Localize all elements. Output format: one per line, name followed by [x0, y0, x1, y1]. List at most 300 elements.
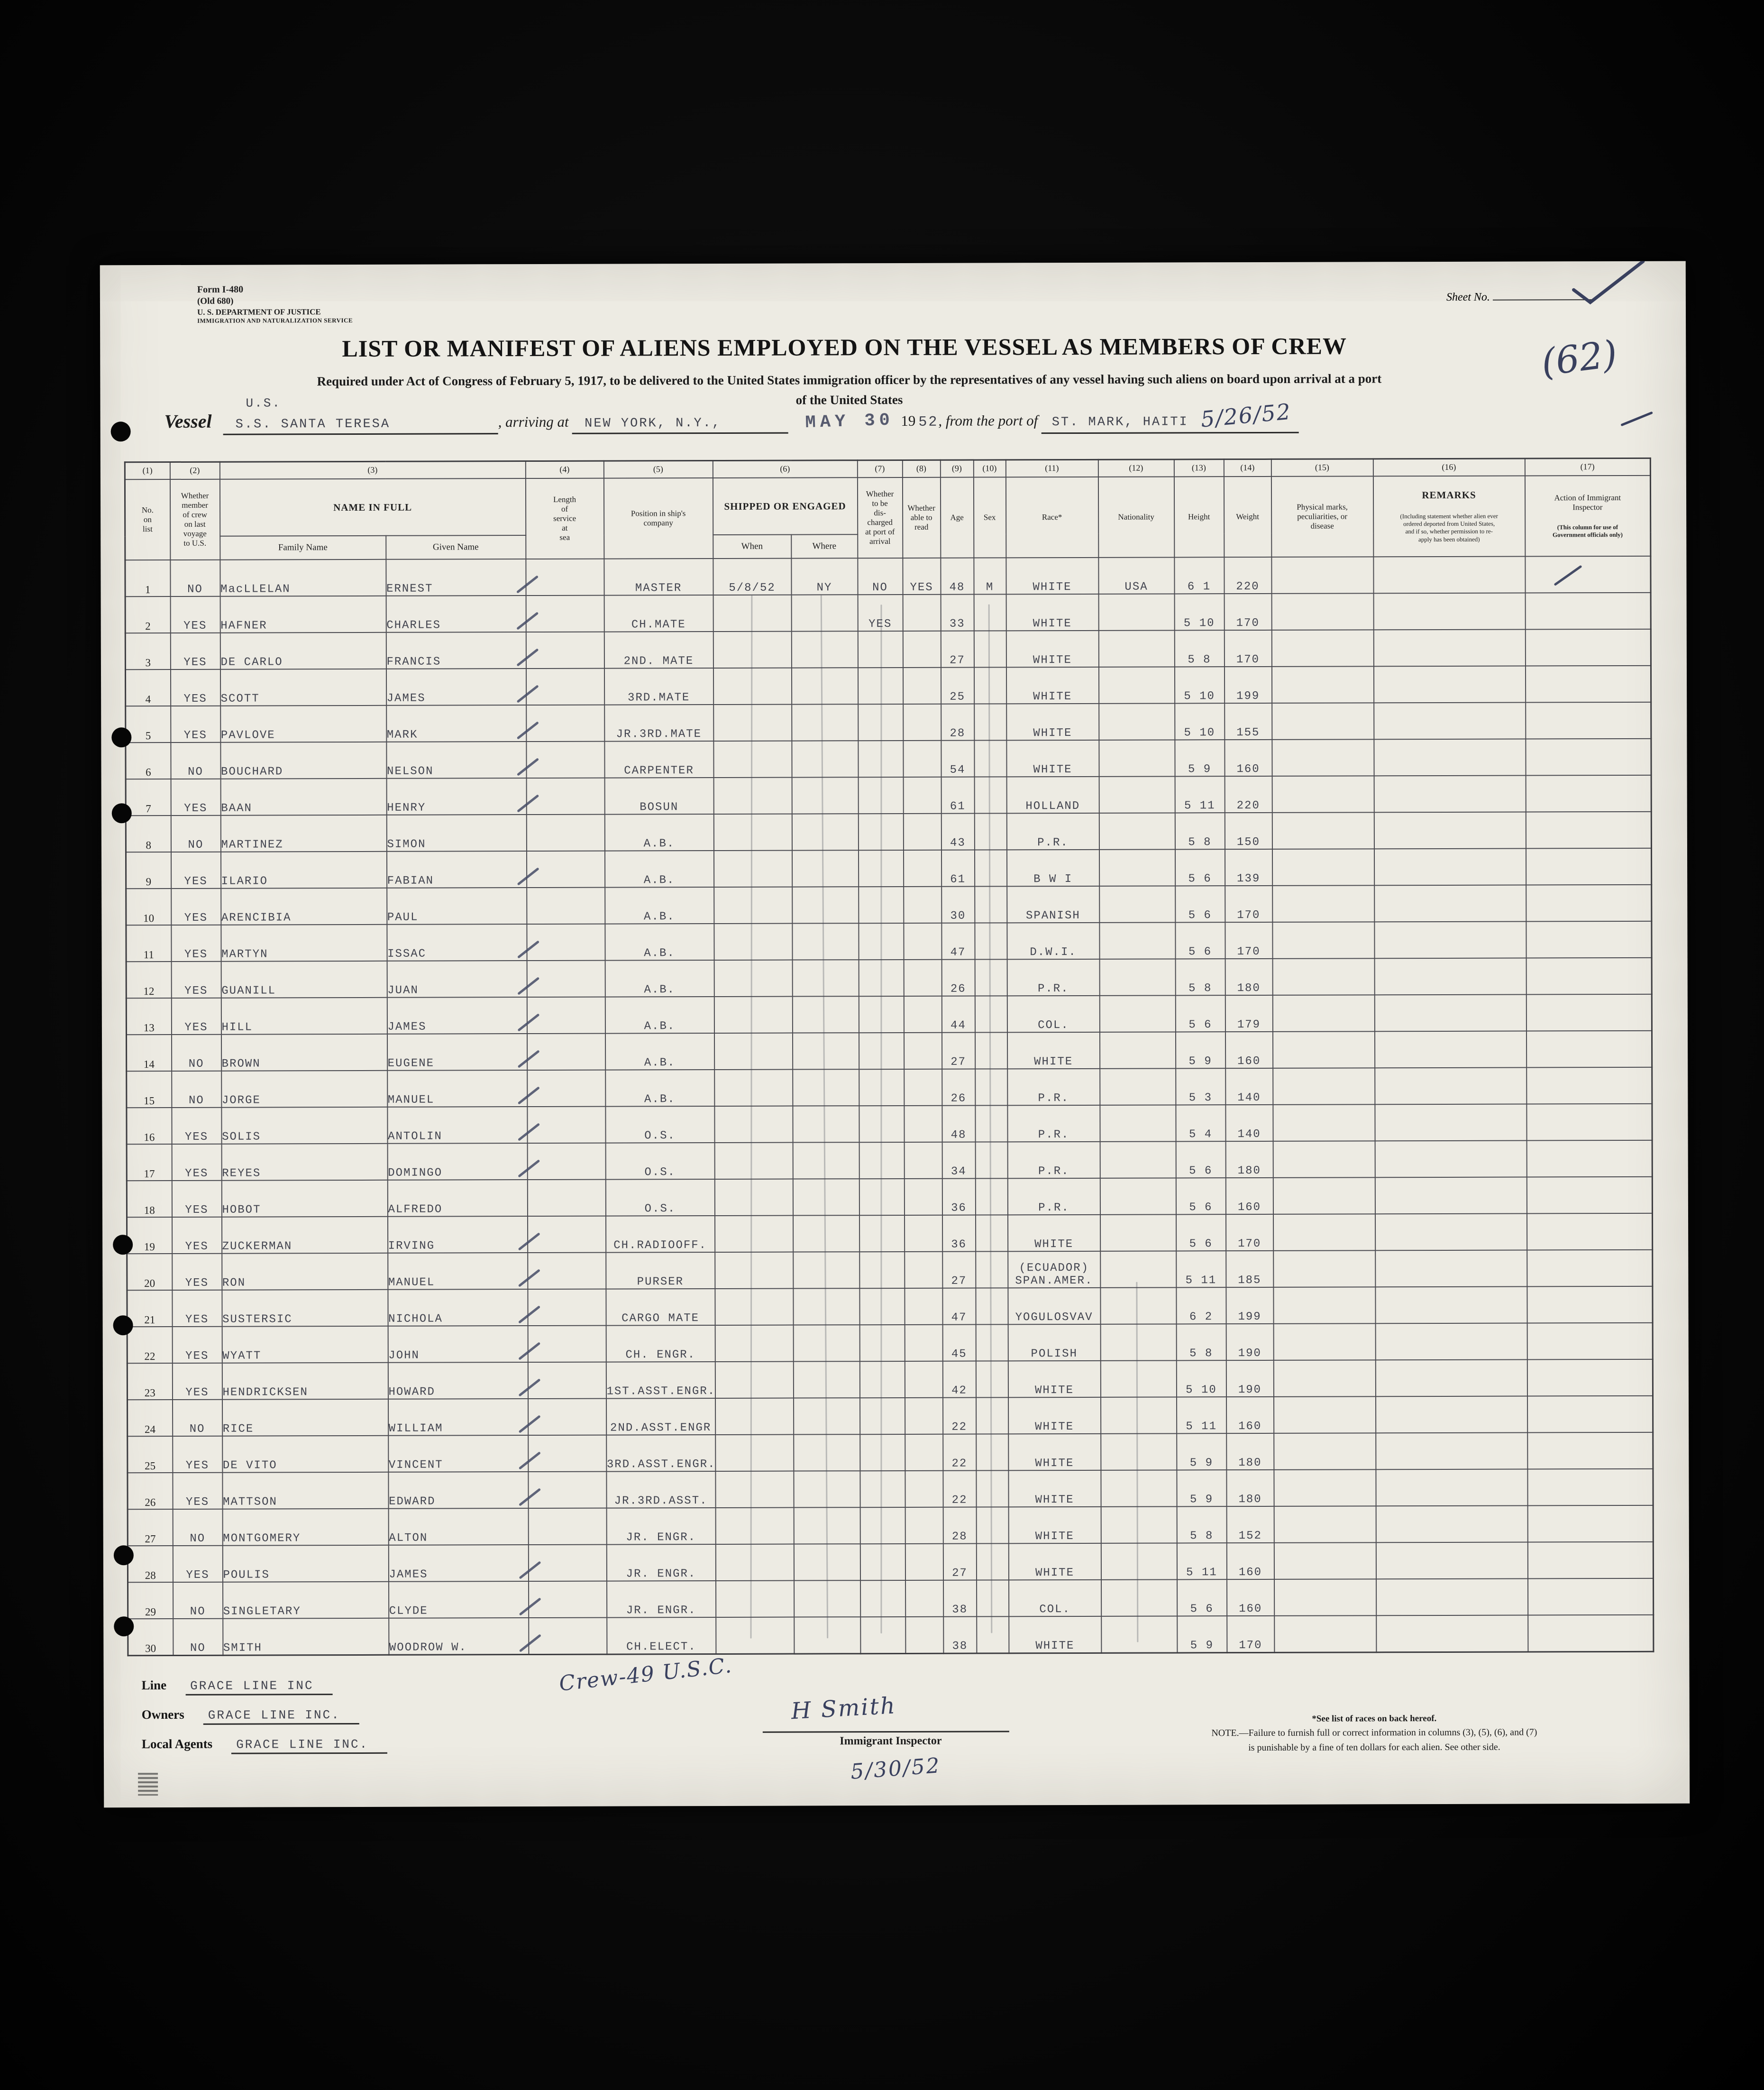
service-length-cell	[526, 705, 604, 742]
shipped-when-cell	[713, 741, 792, 778]
nationality-cell	[1099, 886, 1175, 922]
punch-hole	[112, 803, 132, 823]
form-id-block	[197, 284, 353, 325]
col-num-1: (1)	[125, 462, 170, 479]
height-cell: 5 11	[1176, 1251, 1226, 1287]
inspector-action-cell	[1526, 1031, 1652, 1068]
family-name-cell: MARTINEZ	[220, 815, 386, 852]
shipped-when-cell	[715, 1325, 793, 1362]
manifest-table	[124, 458, 1654, 1656]
nationality-cell	[1101, 1397, 1177, 1433]
family-name-cell: WYATT	[222, 1326, 388, 1363]
printed-19: 19	[901, 412, 916, 429]
col-num-5: (5)	[603, 461, 713, 478]
position-cell: CH.ELECT.	[607, 1617, 716, 1654]
race-cell: WHITE	[1009, 1616, 1101, 1653]
physical-marks-cell	[1273, 1360, 1375, 1397]
penalty-note-line-1: NOTE.—Failure to furnish full or correct information in columns (3), (5), (6), and (7)	[1211, 1727, 1537, 1739]
physical-marks-cell	[1274, 1506, 1376, 1543]
inspector-action-cell	[1527, 1250, 1653, 1287]
inspector-action-cell	[1526, 1104, 1652, 1141]
inspector-action-cell	[1526, 1213, 1652, 1250]
inspector-action-cell	[1526, 885, 1652, 922]
family-name-cell: BOUCHARD	[220, 742, 386, 779]
crew-member-cell: NO	[173, 1509, 222, 1546]
row-number: 28	[128, 1546, 173, 1582]
race-cell: (ECUADOR) SPAN.AMER.	[1008, 1251, 1100, 1288]
sex-cell	[976, 1434, 1008, 1470]
age-cell: 54	[941, 741, 974, 777]
shipped-when-cell	[715, 1544, 794, 1581]
position-cell: CH.MATE	[604, 595, 713, 632]
shipped-when-cell	[715, 1362, 793, 1398]
service-length-cell	[526, 851, 604, 888]
sex-cell	[976, 1470, 1008, 1507]
race-cell: WHITE	[1008, 1543, 1101, 1580]
remarks-cell	[1374, 776, 1526, 813]
given-name-cell: NELSON	[386, 742, 526, 779]
remarks-cell	[1374, 703, 1526, 740]
punch-hole	[111, 422, 131, 441]
sex-cell	[975, 886, 1007, 923]
inspector-action-subtext: (This column for use of Government officials only)	[1552, 523, 1623, 539]
penalty-note-line-2: is punishable by a fine of ten dollars for each alien. See other side.	[1248, 1742, 1500, 1753]
shipped-when-cell	[715, 1398, 794, 1435]
sex-cell	[974, 631, 1006, 667]
row-number: 8	[126, 816, 171, 852]
col-num-17: (17)	[1525, 458, 1650, 476]
height-cell: 5 9	[1175, 740, 1225, 776]
shipped-where-cell	[791, 668, 858, 704]
shipped-where-cell	[792, 850, 858, 887]
shipped-where-cell	[792, 777, 858, 814]
table-row	[127, 1323, 1653, 1363]
col-num-12: (12)	[1098, 459, 1174, 477]
sex-cell	[974, 813, 1006, 850]
col-header-given-name: Given Name	[386, 535, 526, 559]
position-cell: A.B.	[604, 851, 713, 888]
given-name-cell: EDWARD	[388, 1472, 528, 1509]
local-agents-row	[142, 1736, 387, 1752]
inspector-action-cell	[1527, 1432, 1653, 1469]
given-name-cell: ANTOLIN	[387, 1107, 527, 1144]
sex-cell	[976, 1543, 1008, 1580]
remarks-cell	[1374, 739, 1526, 776]
table-row	[128, 1615, 1654, 1655]
given-name-cell: FRANCIS	[386, 632, 526, 669]
crew-member-cell: YES	[173, 1436, 222, 1473]
height-cell: 5 3	[1176, 1068, 1225, 1105]
position-cell: O.S.	[605, 1106, 714, 1143]
shipped-when-cell	[714, 1143, 793, 1179]
inspector-action-cell	[1525, 666, 1651, 703]
col-header-able-to-read: Whether able to read	[902, 477, 940, 558]
physical-marks-cell	[1272, 703, 1374, 740]
row-number: 4	[125, 669, 170, 706]
physical-marks-cell	[1272, 849, 1374, 886]
discharged-cell	[860, 1471, 905, 1507]
given-name-cell: IRVING	[388, 1216, 528, 1253]
able-to-read-cell	[904, 1106, 942, 1142]
service-length-cell	[527, 1034, 605, 1070]
nationality-cell	[1101, 1433, 1177, 1470]
col-header-crew-member: Whether member of crew on last voyage to U.S.	[170, 479, 219, 560]
able-to-read-cell	[904, 996, 941, 1033]
family-name-cell: DE CARLO	[220, 632, 386, 669]
given-name-cell: ISSAC	[387, 924, 527, 961]
family-name-cell: DE VITO	[222, 1436, 388, 1473]
weight-cell: 220	[1225, 776, 1272, 813]
race-cell: HOLLAND	[1006, 777, 1099, 814]
column-label-row	[125, 476, 1650, 536]
row-number: 10	[126, 889, 171, 925]
discharged-cell	[860, 1434, 905, 1471]
height-cell: 6 1	[1174, 557, 1224, 594]
weight-cell: 199	[1224, 667, 1271, 703]
col-num-15: (15)	[1271, 459, 1373, 477]
inspector-action-cell	[1527, 1542, 1653, 1579]
age-cell: 61	[941, 777, 974, 814]
height-cell: 5 4	[1176, 1105, 1225, 1141]
able-to-read-cell	[905, 1580, 943, 1617]
col-header-when: When	[713, 535, 791, 559]
row-number: 1	[125, 560, 170, 596]
handwritten-checkmark	[1567, 261, 1653, 313]
col-num-8: (8)	[902, 460, 940, 477]
shipped-when-cell	[713, 778, 792, 814]
inspector-action-cell	[1527, 1323, 1653, 1360]
nationality-cell	[1100, 1141, 1176, 1178]
able-to-read-cell	[903, 814, 941, 850]
inspector-action-cell	[1525, 629, 1651, 666]
race-cell: P.R.	[1007, 1178, 1100, 1215]
service-length-cell	[528, 1472, 606, 1508]
race-cell: WHITE	[1006, 631, 1098, 668]
table-row	[126, 994, 1652, 1035]
physical-marks-cell	[1272, 739, 1374, 776]
position-cell: 2ND.ASST.ENGR	[606, 1398, 715, 1435]
row-number: 12	[126, 962, 171, 998]
shipped-where-cell	[793, 1069, 859, 1106]
crew-member-cell: YES	[173, 1546, 222, 1582]
shipped-when-cell	[713, 814, 792, 851]
given-name-cell: JUAN	[387, 961, 527, 998]
height-cell: 5 6	[1176, 1141, 1225, 1178]
able-to-read-cell	[905, 1471, 943, 1507]
sex-cell	[975, 1178, 1007, 1215]
discharged-cell	[860, 1398, 905, 1434]
remarks-cell	[1374, 885, 1526, 922]
given-name-cell: HENRY	[386, 778, 526, 815]
row-number: 30	[128, 1619, 173, 1655]
remarks-cell	[1376, 1615, 1528, 1652]
position-cell: A.B.	[605, 924, 714, 961]
table-row	[126, 958, 1652, 998]
race-cell: YOGULOSVAV	[1008, 1288, 1100, 1325]
height-cell: 5 9	[1177, 1433, 1226, 1470]
position-cell: 2ND. MATE	[604, 632, 713, 669]
remarks-cell	[1373, 666, 1525, 703]
race-cell: COL.	[1007, 996, 1099, 1033]
family-name-cell: GUANILL	[221, 961, 387, 998]
remarks-cell	[1373, 630, 1525, 667]
remarks-cell	[1374, 849, 1526, 886]
given-name-cell: JAMES	[388, 1545, 528, 1582]
physical-marks-cell	[1272, 922, 1374, 959]
shipped-when-cell	[714, 887, 792, 924]
table-row	[127, 1250, 1653, 1290]
arrival-port: NEW YORK, N.Y.,	[585, 416, 722, 431]
able-to-read-cell	[905, 1507, 943, 1544]
shipped-where-cell	[791, 595, 858, 631]
crew-member-cell: YES	[171, 779, 220, 816]
shipped-when-cell	[714, 924, 792, 960]
position-cell: JR. ENGR.	[607, 1581, 716, 1618]
nationality-cell	[1100, 1324, 1176, 1360]
row-number: 15	[127, 1071, 172, 1108]
remarks-cell	[1376, 1506, 1527, 1543]
nationality-cell	[1099, 813, 1175, 849]
physical-marks-cell	[1273, 1177, 1375, 1214]
row-number: 27	[128, 1509, 173, 1546]
table-header	[125, 458, 1651, 560]
physical-marks-cell	[1273, 1214, 1375, 1251]
nationality-cell	[1101, 1616, 1177, 1652]
age-cell: 38	[943, 1580, 977, 1617]
row-number: 17	[127, 1144, 172, 1181]
family-name-cell: HOBOT	[221, 1180, 387, 1217]
remarks-cell	[1376, 1542, 1527, 1579]
weight-cell: 150	[1225, 813, 1272, 849]
position-cell: O.S.	[605, 1179, 714, 1216]
able-to-read-cell	[905, 1252, 942, 1288]
race-cell: P.R.	[1007, 1142, 1100, 1179]
family-name-cell: ZUCKERMAN	[222, 1217, 388, 1254]
col-header-nationality: Nationality	[1098, 477, 1174, 557]
race-cell: WHITE	[1007, 1215, 1100, 1252]
sex-cell	[975, 1215, 1007, 1251]
inspector-action-cell	[1527, 1286, 1653, 1323]
col-header-weight: Weight	[1224, 477, 1271, 557]
nationality-cell	[1099, 995, 1175, 1032]
service-length-cell	[528, 1508, 606, 1545]
age-cell: 48	[942, 1106, 975, 1142]
col-num-6: (6)	[713, 460, 857, 478]
family-name-cell: POULIS	[222, 1545, 388, 1582]
given-name-cell: DOMINGO	[387, 1143, 527, 1180]
able-to-read-cell	[903, 777, 941, 814]
physical-marks-cell	[1273, 1141, 1375, 1178]
race-cell: SPANISH	[1007, 886, 1099, 923]
service-name: IMMIGRATION AND NATURALIZATION SERVICE	[197, 316, 353, 324]
sex-cell	[977, 1616, 1009, 1653]
table-row	[126, 921, 1652, 962]
race-cell: P.R.	[1007, 1105, 1100, 1142]
service-length-cell	[526, 559, 604, 596]
weight-cell: 160	[1226, 1397, 1274, 1433]
height-cell: 5 9	[1177, 1616, 1227, 1652]
col-num-3: (3)	[219, 461, 525, 479]
col-header-where: Where	[791, 534, 858, 558]
shipped-where-cell	[792, 1033, 859, 1069]
able-to-read-cell	[903, 704, 941, 741]
nationality-cell	[1100, 1251, 1176, 1287]
remarks-cell	[1375, 1104, 1526, 1141]
col-num-10: (10)	[973, 460, 1005, 477]
row-number: 2	[125, 596, 170, 633]
age-cell: 30	[941, 887, 975, 923]
crew-member-cell: YES	[170, 633, 220, 669]
row-number: 20	[127, 1254, 172, 1290]
row-number: 18	[127, 1181, 172, 1217]
weight-cell: 170	[1224, 594, 1271, 630]
shipped-where-cell	[792, 887, 859, 923]
position-cell: CH.RADIOOFF.	[606, 1216, 715, 1253]
physical-marks-cell	[1272, 1031, 1374, 1068]
line-value: GRACE LINE INC	[185, 1678, 333, 1696]
physical-marks-cell	[1272, 995, 1374, 1032]
nationality-cell	[1098, 667, 1174, 703]
age-cell: 47	[942, 1288, 976, 1325]
family-name-cell: SOLIS	[221, 1107, 387, 1144]
table-row	[125, 666, 1651, 706]
height-cell: 5 6	[1177, 1579, 1227, 1616]
position-cell: JR. ENGR.	[606, 1544, 715, 1581]
height-cell: 6 2	[1176, 1287, 1226, 1324]
service-length-cell	[526, 778, 604, 815]
physical-marks-cell	[1273, 1323, 1375, 1360]
height-cell: 5 8	[1176, 1324, 1226, 1360]
race-cell: B W I	[1006, 850, 1099, 887]
crew-member-cell: YES	[171, 925, 221, 962]
inspector-action-cell	[1527, 1469, 1653, 1506]
able-to-read-cell	[905, 1544, 943, 1580]
able-to-read-cell	[904, 1215, 942, 1252]
race-cell: WHITE	[1007, 1032, 1099, 1069]
position-cell: JR.3RD.MATE	[604, 705, 713, 742]
position-cell: A.B.	[604, 814, 713, 851]
physical-marks-cell	[1274, 1542, 1376, 1579]
service-length-cell	[529, 1581, 607, 1618]
family-name-cell: JORGE	[221, 1071, 387, 1108]
printers-mark	[138, 1773, 158, 1796]
table-row	[126, 739, 1651, 779]
given-name-cell: VINCENT	[388, 1435, 528, 1472]
family-name-cell: RICE	[222, 1399, 388, 1436]
physical-marks-cell	[1273, 1287, 1375, 1324]
able-to-read-cell	[904, 1069, 942, 1106]
crew-member-cell: YES	[171, 852, 220, 889]
row-number: 6	[126, 742, 171, 779]
service-length-cell	[528, 1253, 606, 1289]
given-name-cell: ALTON	[388, 1508, 528, 1545]
remarks-cell	[1375, 1141, 1526, 1178]
shipped-where-cell	[791, 631, 858, 668]
row-number: 3	[125, 633, 170, 669]
shipped-where-cell	[793, 1142, 859, 1179]
row-number: 26	[128, 1473, 173, 1509]
service-length-cell	[527, 997, 605, 1034]
subtitle-line-1: Required under Act of Congress of February 5, 1917, to be delivered to the United States immigration officer by the representatives of any vessel having such aliens on board upon arrival at a port	[317, 371, 1382, 389]
nationality-cell	[1098, 594, 1174, 630]
discharged-cell	[859, 1361, 905, 1398]
nationality-cell	[1100, 1287, 1176, 1324]
height-cell: 5 8	[1175, 959, 1225, 995]
table-row	[128, 1469, 1653, 1509]
given-name-cell: WOODROW W.	[389, 1618, 529, 1655]
inspector-action-cell	[1528, 1578, 1654, 1615]
shipped-when-cell	[715, 1435, 794, 1471]
inspector-action-cell	[1527, 1359, 1653, 1396]
table-row	[126, 1031, 1652, 1071]
weight-cell: 140	[1225, 1068, 1273, 1105]
height-cell: 5 8	[1174, 630, 1224, 667]
height-cell: 5 6	[1175, 922, 1225, 959]
weight-cell: 180	[1225, 959, 1272, 995]
col-header-family-name: Family Name	[220, 536, 386, 560]
age-cell: 36	[942, 1179, 975, 1215]
service-length-cell	[527, 1180, 605, 1216]
position-cell: 1ST.ASST.ENGR.	[606, 1362, 715, 1399]
race-cell: WHITE	[1008, 1470, 1101, 1507]
given-name-cell: HOWARD	[388, 1362, 528, 1399]
given-name-cell: JAMES	[387, 997, 527, 1034]
able-to-read-cell	[905, 1617, 943, 1653]
nationality-cell	[1100, 1360, 1176, 1397]
given-name-cell: SIMON	[386, 815, 526, 852]
inspector-action-cell	[1526, 812, 1651, 849]
remarks-cell	[1375, 1287, 1527, 1324]
sex-cell	[976, 1507, 1008, 1543]
footnote-block	[1147, 1711, 1602, 1756]
remarks-cell	[1374, 1031, 1526, 1068]
table-row	[125, 593, 1651, 633]
weight-cell: 190	[1226, 1324, 1273, 1360]
service-length-cell	[528, 1216, 606, 1253]
age-cell: 43	[941, 814, 974, 850]
weight-cell: 179	[1225, 995, 1272, 1032]
nationality-cell	[1099, 703, 1175, 740]
row-number: 11	[126, 925, 171, 962]
discharged-cell	[860, 1544, 905, 1580]
weight-cell: 152	[1226, 1506, 1274, 1543]
col-num-11: (11)	[1005, 459, 1098, 477]
sex-cell	[974, 667, 1006, 704]
given-name-cell: PAUL	[387, 888, 527, 925]
row-number: 5	[126, 706, 171, 742]
able-to-read-cell	[903, 850, 941, 887]
row-number: 13	[126, 998, 171, 1035]
table-row	[127, 1067, 1652, 1108]
row-number: 29	[128, 1582, 173, 1619]
row-number: 21	[127, 1290, 172, 1327]
weight-cell: 170	[1225, 922, 1272, 959]
age-cell: 27	[941, 631, 974, 668]
age-cell: 61	[941, 850, 974, 887]
col-num-13: (13)	[1174, 459, 1224, 477]
remarks-cell	[1376, 1433, 1527, 1470]
row-number: 23	[127, 1363, 172, 1400]
weight-cell: 180	[1226, 1470, 1274, 1506]
col-header-name-in-full: NAME IN FULL	[219, 478, 525, 536]
able-to-read-cell	[904, 887, 941, 923]
position-cell: MASTER	[604, 559, 713, 596]
crew-member-cell: NO	[172, 1071, 221, 1108]
inspector-action-cell	[1526, 1067, 1652, 1104]
weight-cell: 170	[1227, 1616, 1274, 1652]
discharged-cell	[860, 1617, 905, 1653]
col-header-physical-marks: Physical marks, peculiarities, or disease	[1271, 476, 1373, 557]
